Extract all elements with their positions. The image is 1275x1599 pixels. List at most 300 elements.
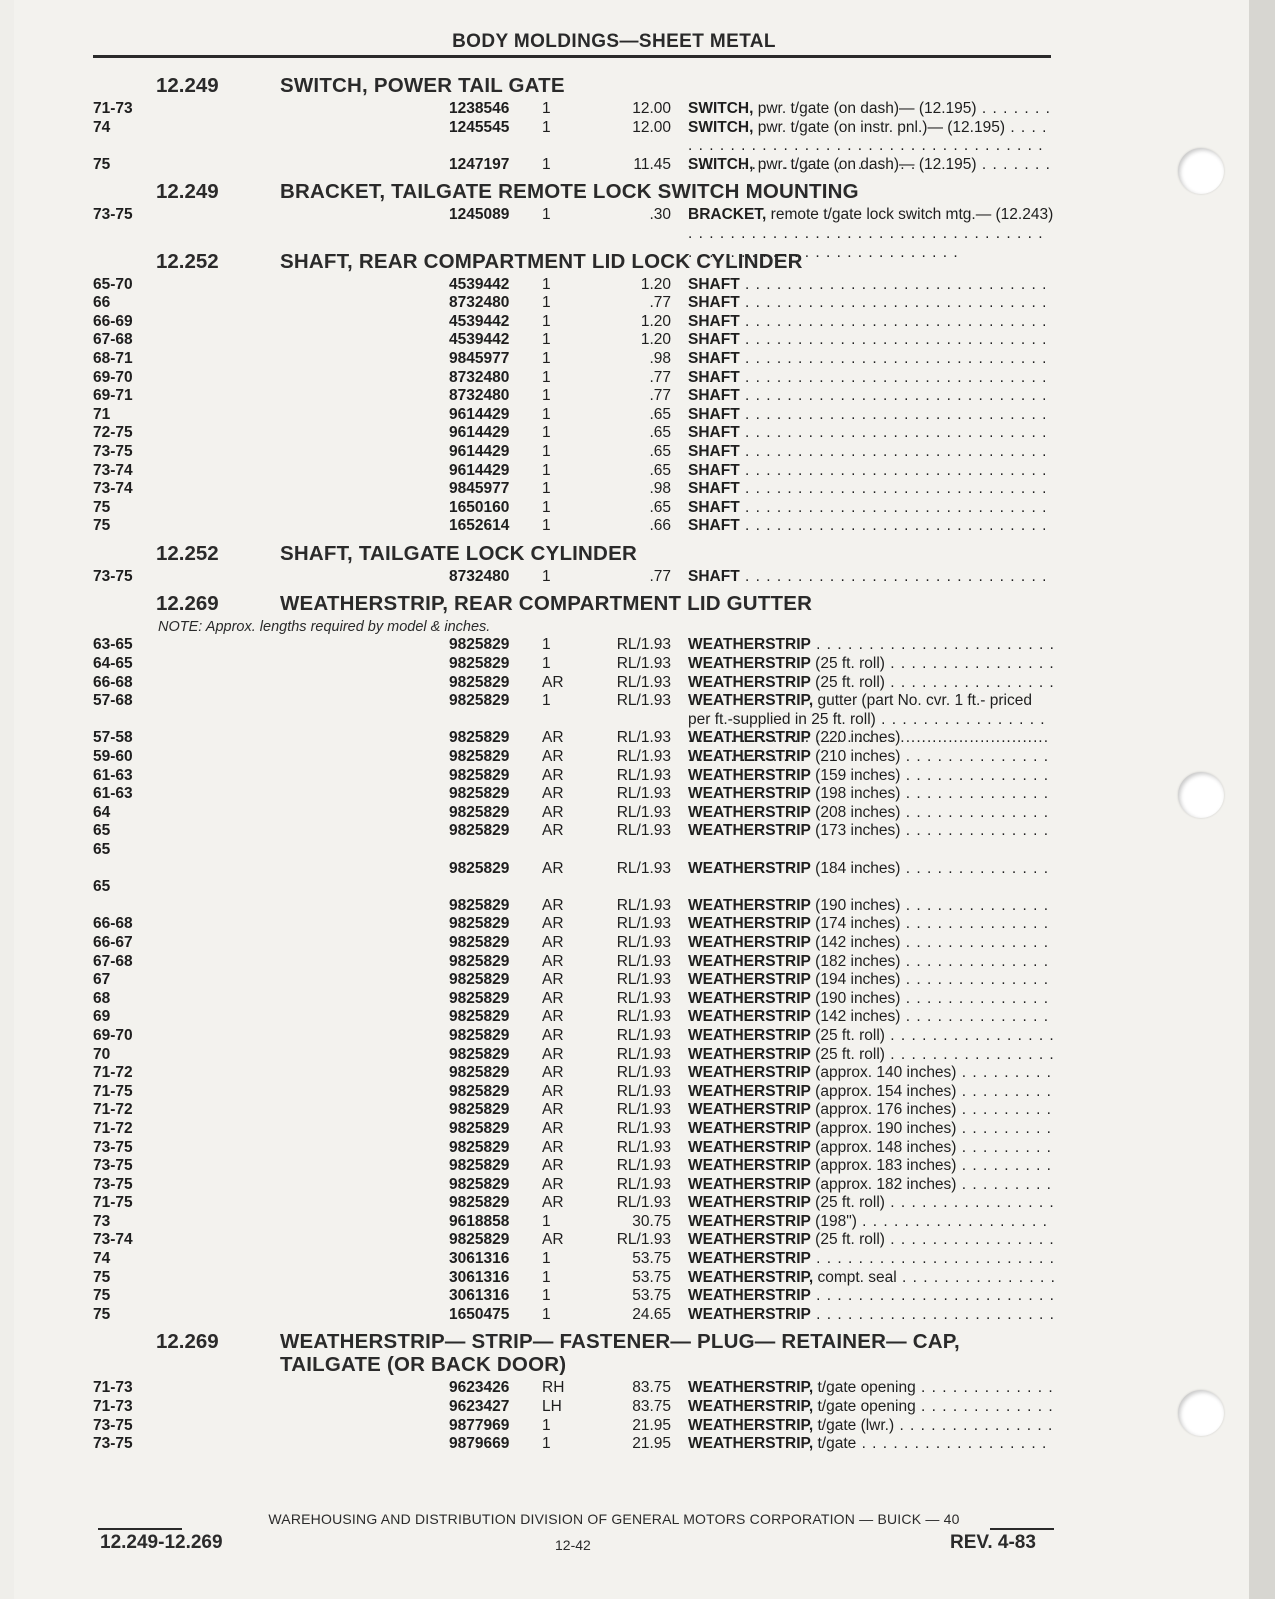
- model-years: 65: [93, 878, 111, 896]
- part-description: [688, 369, 1054, 388]
- section-group-number: 12.252: [156, 541, 219, 565]
- price: .77: [649, 387, 671, 405]
- part-name: WEATHERSTRIP,: [688, 1379, 814, 1397]
- part-description: [688, 1064, 1054, 1083]
- part-row: [0, 785, 1100, 804]
- part-row: [0, 206, 1100, 243]
- price: RL/1.93: [616, 1175, 671, 1193]
- model-years: 69-71: [93, 387, 133, 405]
- model-years: 71-72: [93, 1064, 133, 1082]
- part-description: [688, 934, 1054, 953]
- part-description: [688, 1027, 1054, 1046]
- quantity: AR: [542, 915, 564, 933]
- quantity: 1: [542, 1212, 551, 1230]
- part-description: [688, 674, 1054, 693]
- part-number: 9825829: [449, 729, 510, 747]
- model-years: 66-69: [93, 312, 133, 330]
- quantity: 1: [542, 692, 551, 710]
- part-number: 9825829: [449, 785, 510, 803]
- model-years: 67-68: [93, 331, 133, 349]
- part-detail: (25 ft. roll) . . .: [811, 655, 1054, 672]
- part-name: SHAFT: [688, 480, 740, 498]
- part-number: 9614429: [449, 424, 510, 442]
- quantity: AR: [542, 1194, 564, 1212]
- part-number: 3061316: [449, 1287, 510, 1305]
- model-years: 59-60: [93, 748, 133, 766]
- part-detail: [740, 369, 1054, 386]
- model-years: 71-75: [93, 1082, 133, 1100]
- part-row: [0, 443, 1100, 462]
- price: 12.00: [632, 118, 671, 136]
- quantity: AR: [542, 1082, 564, 1100]
- price: RL/1.93: [616, 785, 671, 803]
- part-number: 8732480: [449, 368, 510, 386]
- price: 1.20: [640, 312, 671, 330]
- part-row: [0, 804, 1100, 823]
- model-years: 66-68: [93, 915, 133, 933]
- quantity: 1: [542, 498, 551, 516]
- part-detail: [811, 1287, 1054, 1304]
- model-years: 69-70: [93, 368, 133, 386]
- price: RL/1.93: [616, 1082, 671, 1100]
- part-row: [0, 1250, 1100, 1269]
- part-detail: [740, 294, 1054, 311]
- part-description: [688, 517, 1054, 536]
- price: RL/1.93: [616, 1157, 671, 1175]
- part-detail: (208 inches) . . .: [811, 804, 1054, 821]
- section-heading: [0, 542, 1100, 568]
- part-number: 9825829: [449, 859, 510, 877]
- quantity: AR: [542, 673, 564, 691]
- quantity: 1: [542, 567, 551, 585]
- model-years: 71-72: [93, 1101, 133, 1119]
- quantity: AR: [542, 1157, 564, 1175]
- part-row: [0, 387, 1100, 406]
- part-description: [688, 331, 1054, 350]
- part-row: [0, 971, 1100, 990]
- part-description: [688, 462, 1054, 481]
- model-years: 66-68: [93, 673, 133, 691]
- model-years: 73: [93, 1212, 111, 1230]
- model-years: 71-72: [93, 1119, 133, 1137]
- part-description: [688, 1306, 1054, 1325]
- quantity: 1: [542, 1416, 551, 1434]
- part-name: WEATHERSTRIP: [688, 1045, 811, 1063]
- price: 83.75: [632, 1379, 671, 1397]
- page-edge: [1249, 0, 1275, 1599]
- part-description: [688, 897, 1054, 916]
- catalog-section: [0, 542, 1100, 593]
- section-heading: [0, 180, 1100, 206]
- part-description: [688, 785, 1054, 804]
- part-row: [0, 313, 1100, 332]
- model-years: 72-75: [93, 424, 133, 442]
- catalog-section: [0, 74, 1100, 180]
- part-row: [0, 953, 1100, 972]
- price: .98: [649, 349, 671, 367]
- price: 24.65: [632, 1305, 671, 1323]
- price: .98: [649, 480, 671, 498]
- part-description: [688, 406, 1054, 425]
- part-row: [0, 294, 1100, 313]
- part-description: [688, 568, 1054, 587]
- part-description: [688, 313, 1054, 332]
- part-name: WEATHERSTRIP,: [688, 1435, 814, 1453]
- quantity: AR: [542, 989, 564, 1007]
- part-row: [0, 1083, 1100, 1102]
- part-number: 9825829: [449, 766, 510, 784]
- part-detail: [740, 443, 1054, 460]
- part-description: [688, 860, 1054, 879]
- price: 53.75: [632, 1250, 671, 1268]
- part-number: 9825829: [449, 1194, 510, 1212]
- part-number: 9614429: [449, 461, 510, 479]
- part-description: [688, 480, 1054, 499]
- quantity: AR: [542, 1026, 564, 1044]
- price: 21.95: [632, 1435, 671, 1453]
- quantity: 1: [542, 1287, 551, 1305]
- quantity: 1: [542, 405, 551, 423]
- part-description: [688, 1083, 1054, 1102]
- part-number: 9618858: [449, 1212, 510, 1230]
- part-number: 3061316: [449, 1268, 510, 1286]
- part-detail: [740, 350, 1054, 367]
- header-rule: [93, 55, 1051, 58]
- price: 12.00: [632, 100, 671, 117]
- quantity: AR: [542, 1045, 564, 1063]
- part-detail: compt. seal . . .: [813, 1269, 1054, 1286]
- model-years: 69-70: [93, 1026, 133, 1044]
- part-detail: [811, 1250, 1054, 1267]
- price: RL/1.93: [616, 933, 671, 951]
- part-detail: gutter (part No. cvr. 1 ft.- priced per ft.-supplied in 25 ft. roll) . . .: [688, 692, 1046, 765]
- price: RL/1.93: [616, 1138, 671, 1156]
- part-name: WEATHERSTRIP: [688, 822, 811, 840]
- model-years: 75: [93, 517, 111, 535]
- price: RL/1.93: [616, 1101, 671, 1119]
- quantity: 1: [542, 655, 551, 673]
- part-description: [688, 636, 1054, 655]
- part-detail: [811, 636, 1054, 653]
- price: RL/1.93: [616, 1026, 671, 1044]
- quantity: AR: [542, 803, 564, 821]
- part-name: SHAFT: [688, 294, 740, 312]
- part-name: SWITCH,: [688, 118, 754, 136]
- part-row: [0, 331, 1100, 350]
- quantity: LH: [542, 1398, 562, 1416]
- quantity: AR: [542, 859, 564, 877]
- part-name: WEATHERSTRIP: [688, 748, 811, 766]
- part-description: [688, 387, 1054, 406]
- part-detail: [740, 480, 1054, 497]
- part-number: 3061316: [449, 1250, 510, 1268]
- part-row: [0, 729, 1100, 748]
- model-years: 73-75: [93, 442, 133, 460]
- model-years: 75: [93, 498, 111, 516]
- part-description: [688, 499, 1054, 518]
- part-row: [0, 692, 1100, 729]
- part-name: WEATHERSTRIP: [688, 636, 811, 654]
- part-row: [0, 934, 1100, 953]
- quantity: 1: [542, 1268, 551, 1286]
- part-number: 9825829: [449, 915, 510, 933]
- part-row: [0, 1213, 1100, 1232]
- part-number: 9825829: [449, 896, 510, 914]
- model-years: 74: [93, 1250, 111, 1268]
- model-years: 75: [93, 1305, 111, 1323]
- binder-hole: [1178, 148, 1224, 194]
- quantity: AR: [542, 822, 564, 840]
- part-number: 9845977: [449, 480, 510, 498]
- part-name: BRACKET,: [688, 206, 767, 224]
- part-number: 9825829: [449, 1138, 510, 1156]
- part-row: [0, 406, 1100, 425]
- model-years: 73-75: [93, 1157, 133, 1175]
- part-row: [0, 1398, 1100, 1417]
- model-years: 67: [93, 971, 111, 989]
- price: 21.95: [632, 1416, 671, 1434]
- part-number: 9825829: [449, 803, 510, 821]
- quantity: 1: [542, 312, 551, 330]
- part-name: SWITCH,: [688, 155, 754, 173]
- quantity: AR: [542, 971, 564, 989]
- quantity: AR: [542, 1101, 564, 1119]
- part-detail: (25 ft. roll) . . .: [811, 674, 1054, 691]
- part-description: [688, 1398, 1054, 1417]
- part-detail: (25 ft. roll) . . .: [811, 1231, 1054, 1248]
- part-name: WEATHERSTRIP,: [688, 692, 814, 710]
- model-years: 69: [93, 1008, 111, 1026]
- part-name: WEATHERSTRIP: [688, 896, 811, 914]
- part-detail: (approx. 183 inches) . . .: [811, 1157, 1054, 1174]
- part-name: SHAFT: [688, 461, 740, 479]
- part-detail: t/gate opening . . .: [813, 1398, 1054, 1415]
- section-note: NOTE: Approx. lengths required by model & inches.: [158, 619, 491, 636]
- quantity: 1: [542, 206, 551, 224]
- part-row: [0, 517, 1100, 536]
- part-number: 8732480: [449, 294, 510, 312]
- part-detail: (159 inches) . . .: [811, 767, 1054, 784]
- quantity: 1: [542, 387, 551, 405]
- part-row: [0, 1269, 1100, 1288]
- part-row: [0, 1139, 1100, 1158]
- part-description: [688, 990, 1054, 1009]
- section-title: SHAFT, REAR COMPARTMENT LID LOCK CYLINDER: [280, 249, 803, 273]
- part-row: [0, 822, 1100, 841]
- quantity: 1: [542, 424, 551, 442]
- part-number: 4539442: [449, 331, 510, 349]
- part-number: 9623427: [449, 1398, 510, 1416]
- price: RL/1.93: [616, 1231, 671, 1249]
- price: RL/1.93: [616, 748, 671, 766]
- part-detail: [811, 1306, 1054, 1323]
- part-description: [688, 729, 1054, 748]
- part-description: [688, 1250, 1054, 1269]
- part-row: [0, 369, 1100, 388]
- part-row: [0, 1008, 1100, 1027]
- quantity: AR: [542, 1008, 564, 1026]
- part-row: [0, 1435, 1100, 1454]
- section-group-number: 12.269: [156, 592, 219, 616]
- model-years: 57-68: [93, 692, 133, 710]
- part-detail: t/gate opening . . .: [813, 1379, 1054, 1396]
- part-name: WEATHERSTRIP,: [688, 1398, 814, 1416]
- part-detail: [740, 313, 1054, 330]
- part-name: WEATHERSTRIP: [688, 803, 811, 821]
- part-number: 9825829: [449, 692, 510, 710]
- part-name: WEATHERSTRIP: [688, 1064, 811, 1082]
- part-name: WEATHERSTRIP: [688, 1008, 811, 1026]
- part-detail: (173 inches) . . .: [811, 822, 1054, 839]
- part-detail: [740, 387, 1054, 404]
- part-row: [0, 990, 1100, 1009]
- part-description: [688, 1269, 1054, 1288]
- part-row: [0, 1046, 1100, 1065]
- part-row: [0, 1194, 1100, 1213]
- model-years: 71-75: [93, 1194, 133, 1212]
- part-description: [688, 1008, 1054, 1027]
- part-name: WEATHERSTRIP: [688, 673, 811, 691]
- part-detail: pwr. t/gate (on dash)— (12.195) . . .: [753, 100, 1054, 117]
- section-title: WEATHERSTRIP— STRIP— FASTENER— PLUG— RETAINER— CAP, TAILGATE (OR BACK DOOR): [280, 1330, 960, 1377]
- part-row: [0, 350, 1100, 369]
- part-number: 9614429: [449, 442, 510, 460]
- footer-division: WAREHOUSING AND DISTRIBUTION DIVISION OF GENERAL MOTORS CORPORATION — BUICK — 40: [268, 1511, 960, 1527]
- part-detail: (approx. 140 inches) . . .: [811, 1064, 1054, 1081]
- quantity: AR: [542, 896, 564, 914]
- part-description: [688, 767, 1054, 786]
- price: .66: [649, 517, 671, 535]
- part-number: 9825829: [449, 1157, 510, 1175]
- part-number: 8732480: [449, 567, 510, 585]
- price: .77: [649, 567, 671, 585]
- part-name: WEATHERSTRIP: [688, 1119, 811, 1137]
- part-number: 9825829: [449, 1231, 510, 1249]
- model-years: 68: [93, 989, 111, 1007]
- part-row: [0, 1157, 1100, 1176]
- model-years: 73-75: [93, 1138, 133, 1156]
- catalog-section: [0, 592, 1100, 1330]
- price: RL/1.93: [616, 1119, 671, 1137]
- part-name: WEATHERSTRIP: [688, 1212, 811, 1230]
- part-description: [688, 350, 1054, 369]
- quantity: AR: [542, 785, 564, 803]
- part-number: 1238546: [449, 100, 510, 117]
- part-description: [688, 1120, 1054, 1139]
- quantity: 1: [542, 517, 551, 535]
- price: RL/1.93: [616, 1194, 671, 1212]
- price: .65: [649, 405, 671, 423]
- part-name: SWITCH,: [688, 100, 754, 117]
- part-name: WEATHERSTRIP: [688, 1157, 811, 1175]
- part-detail: (142 inches) . . .: [811, 1008, 1054, 1025]
- quantity: AR: [542, 933, 564, 951]
- part-name: WEATHERSTRIP: [688, 1026, 811, 1044]
- part-detail: [740, 406, 1054, 423]
- part-name: WEATHERSTRIP: [688, 859, 811, 877]
- part-number: 9825829: [449, 933, 510, 951]
- part-detail: (25 ft. roll) . . .: [811, 1027, 1054, 1044]
- part-row: [0, 424, 1100, 443]
- part-number: 9825829: [449, 1045, 510, 1063]
- part-description: [688, 748, 1054, 767]
- model-years: 61-63: [93, 785, 133, 803]
- model-years: 70: [93, 1045, 111, 1063]
- part-name: WEATHERSTRIP: [688, 1082, 811, 1100]
- price: .65: [649, 424, 671, 442]
- part-name: SHAFT: [688, 424, 740, 442]
- part-name: SHAFT: [688, 517, 740, 535]
- part-detail: (190 inches) . . .: [811, 897, 1054, 914]
- price: 1.20: [640, 331, 671, 349]
- part-detail: (174 inches) . . .: [811, 915, 1054, 932]
- part-row: [0, 1379, 1100, 1398]
- part-row: [0, 276, 1100, 295]
- parts-listing: [0, 74, 1100, 1460]
- part-detail: (210 inches) . . .: [811, 748, 1054, 765]
- part-detail: (approx. 154 inches) . . .: [811, 1083, 1054, 1100]
- part-name: WEATHERSTRIP: [688, 915, 811, 933]
- price: RL/1.93: [616, 1064, 671, 1082]
- model-years: 71-73: [93, 1398, 133, 1416]
- part-description: [688, 1417, 1054, 1436]
- part-description: [688, 971, 1054, 990]
- model-years: 64-65: [93, 655, 133, 673]
- part-description: [688, 822, 1054, 841]
- part-detail: (approx. 176 inches) . . .: [811, 1101, 1054, 1118]
- model-years: 73-75: [93, 1175, 133, 1193]
- price: .77: [649, 368, 671, 386]
- part-description: [688, 655, 1054, 674]
- price: RL/1.93: [616, 952, 671, 970]
- part-number: 1245089: [449, 206, 510, 224]
- section-group-number: 12.252: [156, 249, 219, 273]
- price: RL/1.93: [616, 673, 671, 691]
- part-row: [0, 1417, 1100, 1436]
- quantity: AR: [542, 952, 564, 970]
- binder-hole: [1178, 772, 1224, 818]
- quantity: 1: [542, 1250, 551, 1268]
- price: RL/1.93: [616, 803, 671, 821]
- part-name: SHAFT: [688, 275, 740, 293]
- part-number: 9825829: [449, 989, 510, 1007]
- part-row: [0, 674, 1100, 693]
- model-years: 57-58: [93, 729, 133, 747]
- part-name: SHAFT: [688, 368, 740, 386]
- section-group-number: 12.269: [156, 1330, 219, 1354]
- quantity: AR: [542, 729, 564, 747]
- part-detail: (220 inches) . . .: [811, 729, 1054, 746]
- part-detail: [740, 499, 1054, 516]
- part-detail: t/gate . . .: [813, 1435, 1054, 1452]
- part-row: [0, 1176, 1100, 1195]
- part-detail: (approx. 148 inches) . . .: [811, 1139, 1054, 1156]
- part-number: 4539442: [449, 312, 510, 330]
- part-description: [688, 804, 1054, 823]
- price: RL/1.93: [616, 859, 671, 877]
- part-name: WEATHERSTRIP: [688, 989, 811, 1007]
- price: RL/1.93: [616, 915, 671, 933]
- part-name: WEATHERSTRIP: [688, 766, 811, 784]
- part-name: WEATHERSTRIP: [688, 729, 811, 747]
- quantity: AR: [542, 1231, 564, 1249]
- model-years: 73-74: [93, 1231, 133, 1249]
- part-row: [0, 1027, 1100, 1046]
- price: 11.45: [633, 155, 671, 173]
- part-description: [688, 953, 1054, 972]
- price: RL/1.93: [616, 822, 671, 840]
- part-detail: (184 inches) . . .: [811, 860, 1054, 877]
